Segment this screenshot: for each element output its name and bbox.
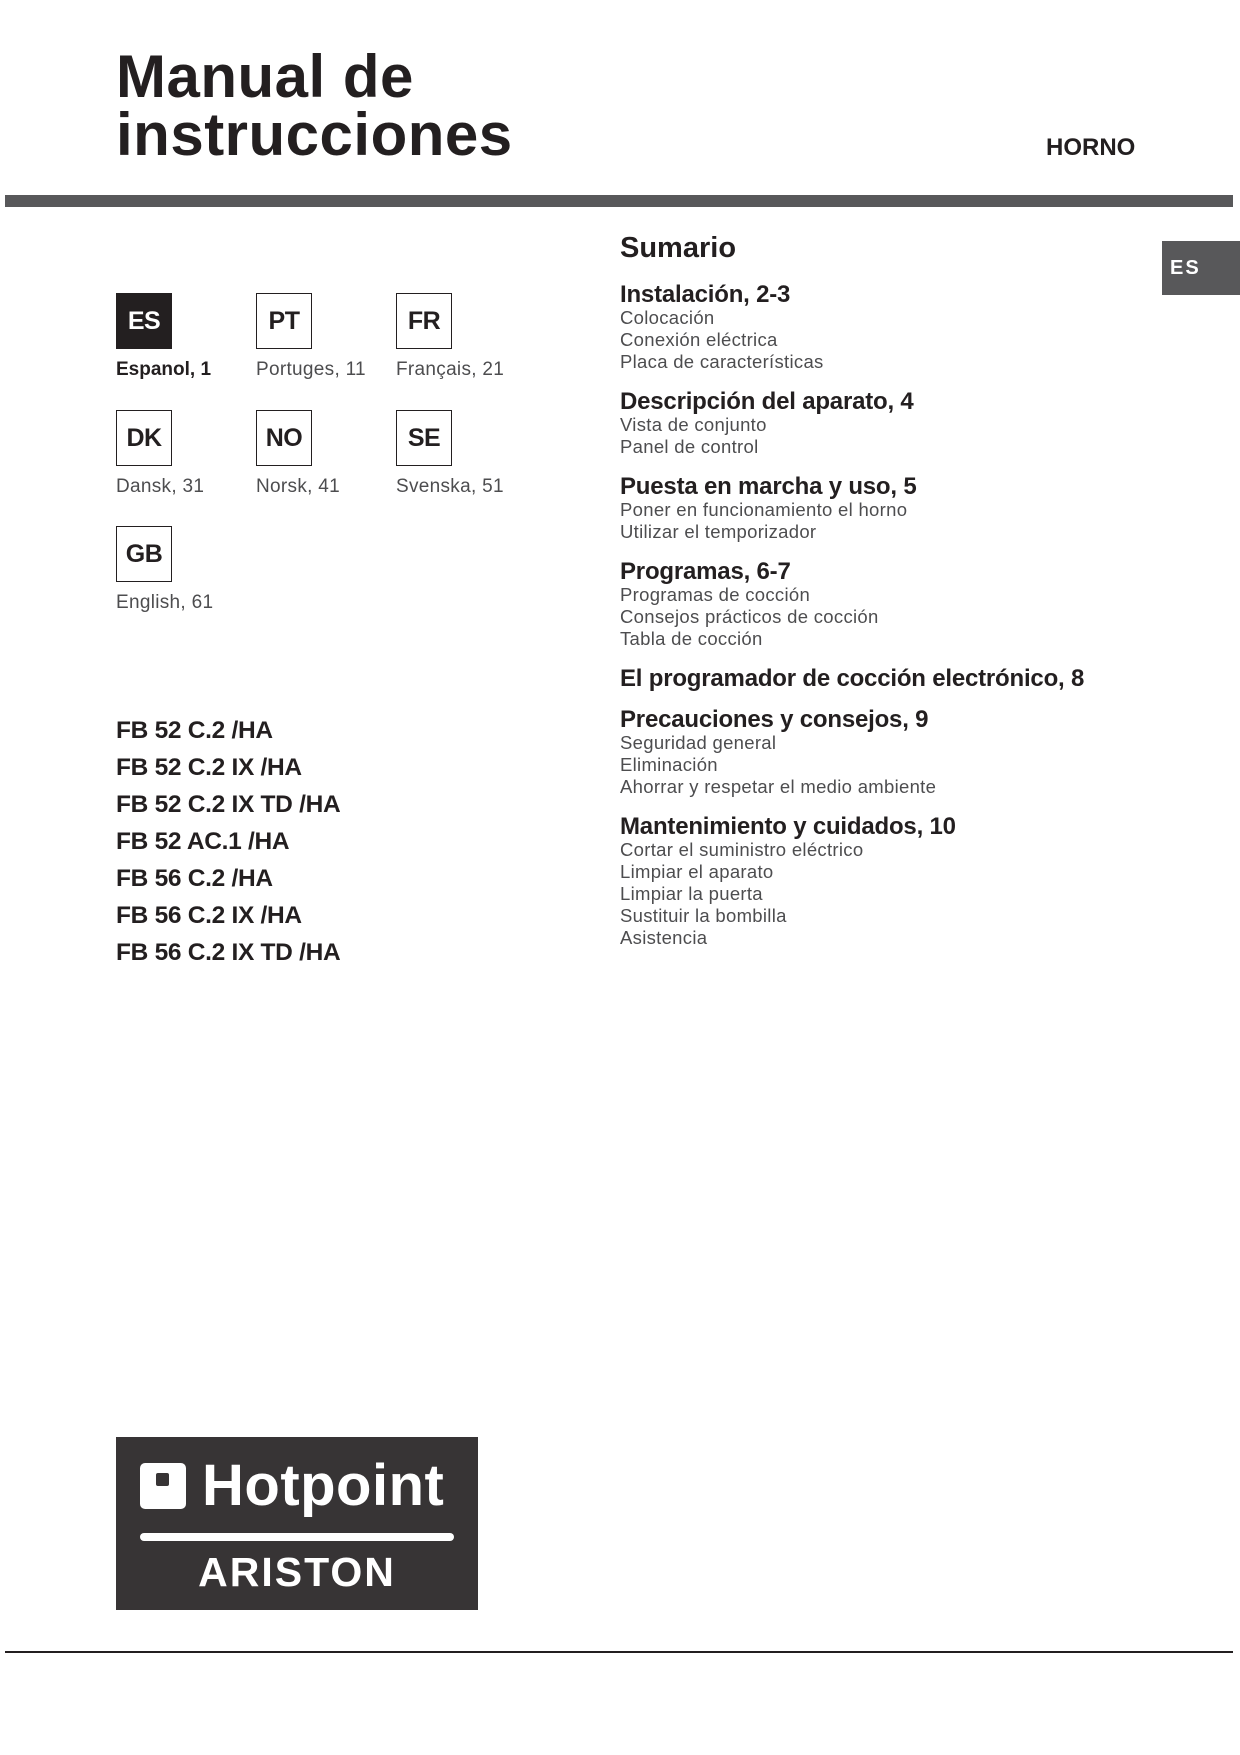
language-entry-dk xyxy=(116,410,256,498)
toc-subitem: Programas de cocción xyxy=(620,584,811,605)
model-number: FB 56 C.2 IX TD /HA xyxy=(116,939,341,966)
language-label: Norsk, 41 xyxy=(256,476,341,497)
toc-subitem: Tabla de cocción xyxy=(620,628,763,649)
language-code-badge: SE xyxy=(396,410,452,466)
toc-subitem: Cortar el suministro eléctrico xyxy=(620,839,864,860)
toc-section-heading: Programas, 6-7 xyxy=(620,558,791,585)
language-code-badge: PT xyxy=(256,293,312,349)
toc-subitem: Consejos prácticos de cocción xyxy=(620,606,879,627)
toc-subitem: Poner en funcionamiento el horno xyxy=(620,499,908,520)
toc-subitem: Vista de conjunto xyxy=(620,414,767,435)
toc-subitem: Placa de características xyxy=(620,351,824,372)
language-code-badge: NO xyxy=(256,410,312,466)
toc-section-heading: Descripción del aparato, 4 xyxy=(620,388,914,415)
toc-section xyxy=(620,283,1090,373)
toc-section xyxy=(620,475,1090,543)
toc-subitem: Conexión eléctrica xyxy=(620,329,778,350)
model-number: FB 56 C.2 IX /HA xyxy=(116,902,302,929)
toc-subitem: Sustituir la bombilla xyxy=(620,905,787,926)
toc-section xyxy=(620,560,1090,650)
toc-subitem: Seguridad general xyxy=(620,732,777,753)
toc-subitem: Asistencia xyxy=(620,927,708,948)
model-list xyxy=(116,712,340,971)
toc-section-heading: El programador de cocción electrónico, 8 xyxy=(620,665,1085,692)
toc-section-heading: Precauciones y consejos, 9 xyxy=(620,706,929,733)
toc-subitem: Panel de control xyxy=(620,436,759,457)
language-entry-gb xyxy=(116,526,256,614)
language-code-badge: FR xyxy=(396,293,452,349)
toc-section-heading: Puesta en marcha y uso, 5 xyxy=(620,473,917,500)
language-entry-se xyxy=(396,410,536,498)
language-entry-pt xyxy=(256,293,396,381)
toc-section xyxy=(620,667,1090,691)
language-label: English, 61 xyxy=(116,592,214,613)
language-label: Portuges, 11 xyxy=(256,359,366,380)
language-label: Dansk, 31 xyxy=(116,476,205,497)
language-label: Svenska, 51 xyxy=(396,476,504,497)
toc-section-heading: Mantenimiento y cuidados, 10 xyxy=(620,813,956,840)
model-number: FB 52 C.2 IX TD /HA xyxy=(116,791,341,818)
table-of-contents xyxy=(620,283,1090,966)
language-entry-es xyxy=(116,293,256,381)
toc-section xyxy=(620,815,1090,949)
product-type: HORNO xyxy=(1046,134,1136,161)
language-code-badge: ES xyxy=(116,293,172,349)
brand-name-bottom: ARISTON xyxy=(198,1549,396,1595)
language-label: Espanol, 1 xyxy=(116,359,212,380)
toc-section-heading: Instalación, 2-3 xyxy=(620,281,791,308)
language-label: Français, 21 xyxy=(396,359,505,380)
toc-section xyxy=(620,708,1090,798)
model-number: FB 52 C.2 /HA xyxy=(116,717,273,744)
manual-title: Manual de instrucciones xyxy=(116,43,513,168)
model-number: FB 52 C.2 IX /HA xyxy=(116,754,302,781)
logo-divider xyxy=(140,1533,454,1541)
toc-subitem: Ahorrar y respetar el medio ambiente xyxy=(620,776,937,797)
toc-subitem: Limpiar la puerta xyxy=(620,883,763,904)
language-code-badge: GB xyxy=(116,526,172,582)
brand-logo xyxy=(116,1437,478,1610)
language-code-badge: DK xyxy=(116,410,172,466)
header-divider xyxy=(5,195,1233,207)
language-entry-fr xyxy=(396,293,536,381)
brand-name-top: Hotpoint xyxy=(202,1453,445,1518)
model-number: FB 56 C.2 /HA xyxy=(116,865,273,892)
toc-subitem: Utilizar el temporizador xyxy=(620,521,817,542)
toc-subitem: Limpiar el aparato xyxy=(620,861,774,882)
toc-title: Sumario xyxy=(620,232,737,264)
toc-subitem: Colocación xyxy=(620,307,715,328)
toc-subitem: Eliminación xyxy=(620,754,718,775)
language-tab: ES xyxy=(1162,241,1240,295)
toc-section xyxy=(620,390,1090,458)
language-entry-no xyxy=(256,410,396,498)
model-number: FB 52 AC.1 /HA xyxy=(116,828,290,855)
footer-divider xyxy=(5,1651,1233,1653)
logo-mark-icon xyxy=(140,1463,186,1509)
